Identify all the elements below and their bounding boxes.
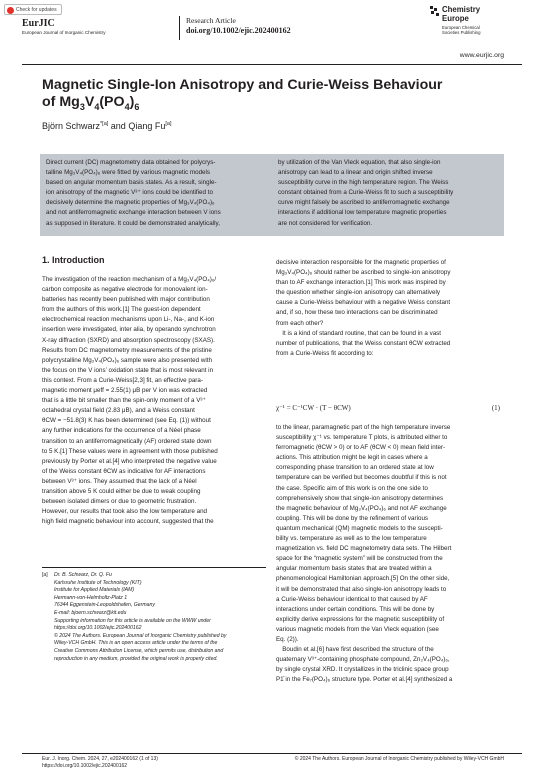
body-line: transition above 5 K could either be due to weak coupling: [42, 487, 201, 495]
crossmark-badge[interactable]: [4, 4, 62, 15]
abstract-line: ion anisotropy of the magnetic V³⁺ ions could be identified to: [46, 189, 213, 197]
affiliation-footnote: [42, 572, 268, 663]
body-line: decisive interaction responsible for the magnetic properties of: [276, 259, 446, 266]
publisher-name-line2: Europe: [442, 13, 469, 23]
body-line: angular momentum basis states that are treated within a: [276, 565, 432, 573]
body-line: interactions under certain conditions. This will be done by: [276, 605, 435, 613]
journal-logo: EurJIC: [22, 18, 55, 29]
body-line: various magnetic models from the Van Vleck equation (see: [276, 625, 439, 633]
footnote-line: Dr. B. Schwarz, Dr. Q. Fu: [54, 572, 112, 578]
body-line: high field magnetic behaviour into account, suggested that the: [42, 518, 214, 526]
body-line: this context. From a Curie-Weiss[2,3] fit, an effective para-: [42, 376, 203, 384]
title-line2: of $Mg_3V_4(PO_4)_6$: [42, 94, 140, 112]
footnote-line: Supporting information for this article is available on the WWW under: [54, 617, 211, 624]
body-line: It is a kind of standard routine, that can be found in a vast: [276, 329, 442, 337]
author-list: Björn Schwarz$^{*[a]}$ and Qiang Fu[a]: [42, 121, 172, 131]
equation-1: χ⁻¹ = C⁻¹CW · (T − θCW): [276, 404, 351, 412]
author-name[interactable]: Björn Schwarz: [42, 121, 101, 131]
body-line: insertion were investigated, inter alia, by operando synchrotron: [42, 326, 216, 334]
body-column-right-top: [276, 258, 500, 359]
body-line: coupling. This will be done by the refinement of various: [276, 514, 429, 522]
body-line: carbon composite as negative electrode for monovalent ion-: [42, 286, 208, 294]
footnote-line: 76344 Eggenstein-Leopoldshafen, Germany: [54, 602, 155, 609]
body-line: Boudin et al.[6] have first described the structure of the: [276, 646, 434, 654]
footer-doi-link[interactable]: https://doi.org/10.1002/ejic.202400162: [42, 763, 128, 769]
journal-website-link[interactable]: www.eurjic.org: [459, 52, 504, 59]
equation-number: (1): [491, 404, 500, 412]
abstract-line: by utilization of the Van Vleck equation, that also single-ion: [278, 159, 441, 166]
footer-citation-line: Eur. J. Inorg. Chem. 2024, 27, e202400162 (1 of 13): [42, 756, 158, 762]
body-line: to the linear, paramagnetic part of the high temperature inverse: [276, 424, 451, 431]
abstract-line: anisotropy can lead to a linear and origin shifted inverse: [278, 169, 433, 177]
footer-copyright: © 2024 The Authors. European Journal of Inorganic Chemistry published by Wiley-VCH GmbH: [294, 756, 504, 762]
body-line: by single crystal XRD. It crystallizes in the triclinic space group: [276, 666, 449, 674]
abstract-line: constant obtained from a Curie-Weiss fit to such a susceptibility: [278, 189, 454, 197]
abstract-line: as supposed in literature. It could be demonstrated analytically,: [46, 219, 220, 227]
abstract-line: curve might falsely be ascribed to antiferromagnetic exchange: [278, 199, 450, 207]
title-line1: Magnetic Single-Ion Anisotropy and Curie-Weiss Behaviour: [42, 77, 443, 93]
body-column-right-bottom: [276, 423, 500, 685]
publisher-name-line1: Chemistry: [442, 5, 481, 14]
abstract-line: decisively determine the magnetic properties of Mg₃V₄(PO₄)₆: [46, 199, 215, 207]
body-line: Mg₃V₄(PO₄)₆ should rather be ascribed to single-ion anisotropy: [276, 269, 451, 277]
body-line: polycrystalline Mg₃V₄(PO₄)₆ sample were also presented with: [42, 356, 212, 364]
abstract-line: and not antiferromagnetic exchange interaction between V ions: [46, 209, 221, 217]
author-affiliation-mark: *[a]: [100, 121, 109, 127]
body-line: than to AF exchange interaction.[1] This work was inspired by: [276, 279, 446, 287]
body-line: magnetization vs. field DC magnetometry data sets. The Hilbert: [276, 545, 452, 553]
body-line: from the authors of this work.[1] The guest-ion dependent: [42, 306, 201, 314]
body-line: octahedral crystal field (2.83 μB), and a Weiss constant: [42, 407, 195, 415]
body-line: the question whether single-ion anisotropy can alternatively: [276, 289, 440, 297]
body-line: between V³⁺ ions. They assumed that the lack of a Néel: [42, 477, 197, 485]
body-line: between isolated dimers or due to geometric frustration.: [42, 498, 197, 506]
abstract-line: susceptibility curve in the high temperature region. The Weiss: [278, 179, 449, 187]
body-line: previously by Porter et al.[4] who interpreted the negative value: [42, 457, 217, 465]
body-line: electrochemical reaction mechanisms upon Li-, Na-, and K-ion: [42, 316, 215, 324]
header-divider: [179, 16, 180, 40]
body-line: bility vs. temperature as well as to the low temperature: [276, 535, 427, 543]
footnote-label: [a]: [42, 572, 48, 578]
abstract-line: talline Mg₃V₄(PO₄)₆ were fitted by various magnetic models: [46, 169, 211, 177]
header-rule: [22, 64, 522, 65]
abstract-left-column: [46, 158, 268, 229]
abstract-right-column: [278, 158, 500, 229]
publisher-sub-line1: European Chemical: [442, 25, 480, 30]
footnote-line: Creative Commons Attribution License, which permits use, distribution and: [54, 647, 224, 654]
body-line: actions. This attribution might be legit in cases where a: [276, 454, 428, 462]
body-line: However, our results that took also the low temperature and: [42, 508, 208, 516]
body-line: P1̄ in the Fe₇(PO₄)₆ structure type. Porter et al.[4] synthesized a: [276, 676, 453, 684]
article-doi-link[interactable]: doi.org/10.1002/ejic.202400162: [186, 26, 291, 35]
publisher-name: [442, 6, 480, 23]
article-type: Research Article: [186, 16, 236, 25]
footnote-line: © 2024 The Authors. European Journal of Inorganic Chemistry published by: [54, 632, 227, 639]
body-line: cause a Curie-Weiss behaviour with a negative Weiss constant: [276, 299, 451, 307]
body-line: and, if so, how these two interactions can be discriminated: [276, 309, 438, 317]
body-line: X-ray diffraction (SXRD) and absorption spectroscopy (SXAS).: [42, 336, 215, 344]
body-line: batteries has recently been published with major contribution: [42, 296, 210, 304]
footer-rule: [22, 753, 522, 754]
body-line: space for the “magnetic system” will be constructed from the: [276, 555, 443, 563]
body-line: it will be demonstrated that also single-ion anisotropy leads to: [276, 585, 447, 593]
body-line: corresponding phase transition to an ordered state at low: [276, 464, 434, 472]
abstract-line: Direct current (DC) magnetometry data obtained for polycrys-: [46, 159, 216, 166]
footnote-email[interactable]: E-mail: bjoern.schwarz@kit.edu: [54, 609, 127, 616]
section-heading: 1. Introduction: [42, 255, 105, 265]
abstract-line: based on angular momentum basis states. As a result, single-: [46, 179, 217, 187]
body-line: the magnetic behaviour of Mg₃V₄(PO₄)₆ and not AF exchange: [276, 504, 447, 512]
body-line: of the Weiss constant θCW as indicative for AF interactions: [42, 467, 206, 475]
footnote-line: Hermann-von-Helmholtz-Platz 1: [54, 594, 128, 601]
abstract-line: interactions if additional low temperature magnetic properties: [278, 209, 447, 217]
article-title: [42, 77, 512, 116]
supporting-info-link[interactable]: https://doi.org/10.1002/ejic.202400162: [54, 625, 142, 632]
body-column-left: [42, 275, 266, 527]
body-line: Eq. (2)).: [276, 635, 299, 643]
chemistry-europe-logo-icon: [430, 6, 440, 17]
crossmark-icon: [7, 7, 14, 14]
crossmark-label: Check for updates: [16, 7, 57, 13]
body-line: The investigation of the reaction mechanism of a Mg₃V₄(PO₄)₆/: [42, 276, 217, 283]
body-line: the case. Specific aim of this work is on the one side to: [276, 484, 428, 492]
body-line: phenomenological Hamiltonian approach.[5] On the other side,: [276, 575, 450, 583]
footnote-line: Karlsruhe Institute of Technology (KIT): [54, 579, 142, 586]
abstract-box: [40, 154, 504, 236]
body-line: temperature can be verified but becomes doubtful if this is not: [276, 474, 447, 482]
body-line: magnetic moment μeff = 2.55(1) μB per V ion was extracted: [42, 387, 208, 395]
author-name[interactable]: Qiang Fu: [128, 121, 166, 131]
author-affiliation-mark: [a]: [165, 121, 172, 127]
body-line: transition to an antiferromagnetically (AF) ordered state down: [42, 437, 212, 445]
body-line: from a Curie-Weiss fit according to:: [276, 349, 374, 357]
body-line: a Curie-Weiss behaviour identical to that caused by AF: [276, 595, 428, 603]
body-line: quaternary V³⁺-containing phosphate compound, Zn₃V₄(PO₄)₆,: [276, 656, 450, 664]
body-line: the focus on the V ions’ oxidation state that is most relevant in: [42, 366, 214, 374]
abstract-line: are not considered for verification.: [278, 219, 373, 227]
journal-subtitle: European Journal of Inorganic Chemistry: [22, 30, 106, 35]
body-line: number of publications, that the Weiss constant θCW extracted: [276, 339, 451, 347]
footnote-line: reproduction in any medium, provided the original work is properly cited.: [54, 655, 218, 662]
body-line: explicitly derive expressions for the magnetic susceptibility of: [276, 615, 445, 623]
body-line: to 5 K.[1] These values were in agreement with those published: [42, 447, 218, 455]
body-line: ferromagnetic (θCW > 0) or to AF (θCW < 0) mean field inter-: [276, 444, 446, 452]
body-line: from each other?: [276, 319, 324, 327]
body-line: that is a little bit smaller than the spin-only moment of a V³⁺: [42, 397, 206, 405]
publisher-subtitle: [442, 25, 480, 36]
body-line: any further indications for the occurrence of a Néel phase: [42, 427, 201, 435]
body-line: Results from DC magnetometry measurements of the pristine: [42, 346, 212, 354]
body-line: θCW = −51.8(3) K has been determined (see Eq. (1)) without: [42, 417, 211, 425]
publisher-sub-line2: Societies Publishing: [442, 30, 481, 36]
body-line: quantum mechanical (QM) magnetic models to the suscepti-: [276, 524, 443, 532]
body-line: susceptibility χ⁻¹ vs. temperature T plots, is attributed either to: [276, 434, 448, 442]
footnote-line: Institute for Applied Materials (IAM): [54, 587, 135, 594]
footnote-line: Wiley-VCH GmbH. This is an open access article under the terms of the: [54, 640, 218, 647]
body-line: comprehensively show that single-ion anisotropy determines: [276, 494, 444, 502]
footnote-rule: [42, 567, 266, 568]
